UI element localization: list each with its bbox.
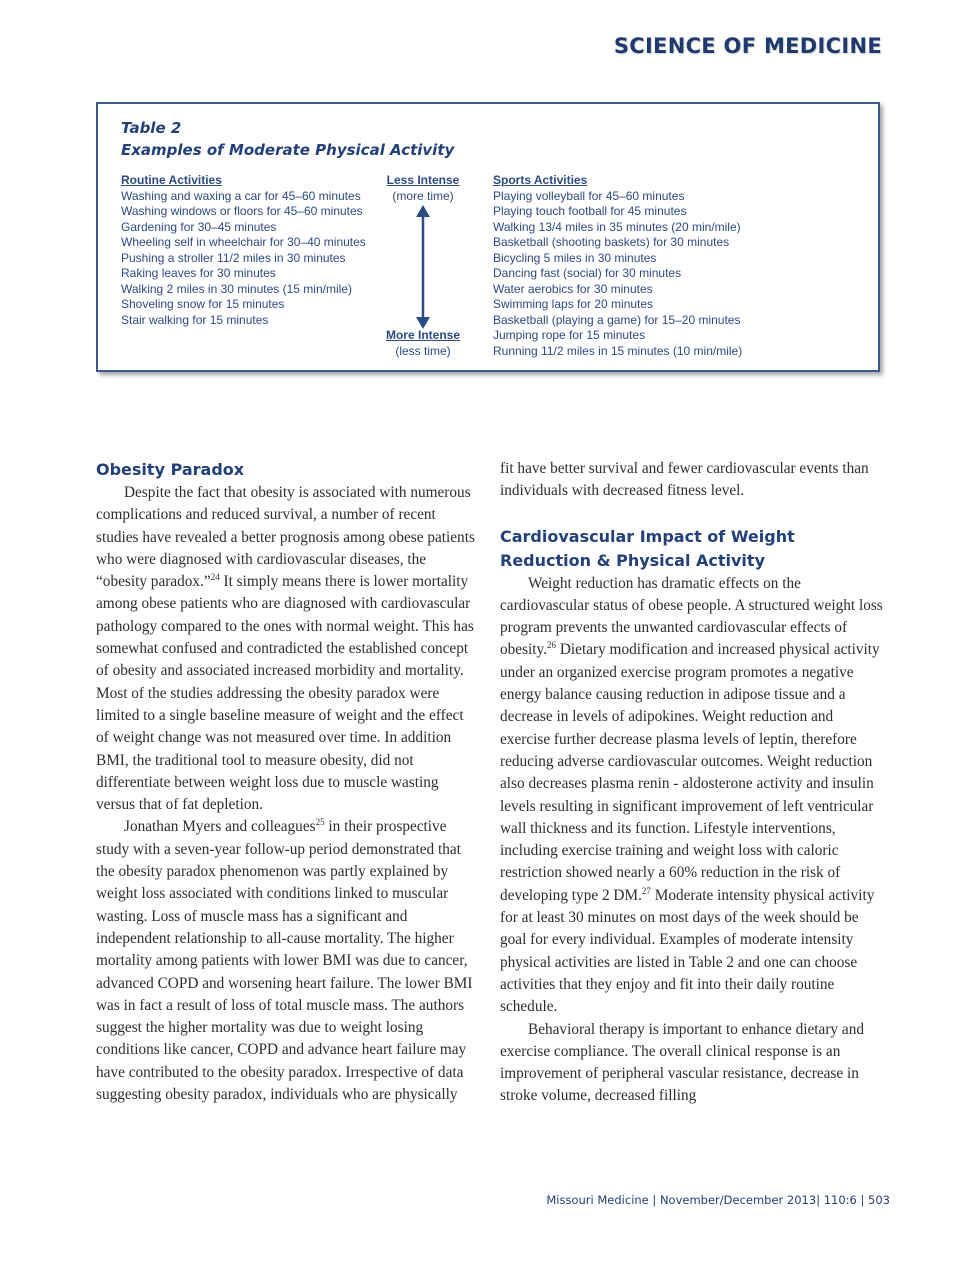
sports-item: Basketball (shooting baskets) for 30 minutes <box>493 235 730 249</box>
sports-item: Bicycling 5 miles in 30 minutes <box>493 250 657 265</box>
more-intense-sub: (less time) <box>395 343 451 358</box>
sports-item: Playing volleyball for 45–60 minutes <box>493 188 685 203</box>
less-intense-text: Less Intense <box>386 173 460 187</box>
table-2-box <box>96 102 880 372</box>
sports-item: Running 11/2 miles in 15 minutes (10 min/mile) <box>493 343 743 358</box>
sports-activities-column <box>493 173 793 359</box>
sports-item: Swimming laps for 20 minutes <box>493 297 654 311</box>
citation-26: 26 <box>547 640 557 651</box>
more-intense-label <box>383 328 463 359</box>
routine-item: Raking leaves for 30 minutes <box>121 266 276 280</box>
routine-item: Washing windows or floors for 45–60 minutes <box>121 204 363 218</box>
page-footer: Missouri Medicine | November/December 2013| 110:6 | 503 <box>546 1193 890 1207</box>
paragraph-continued: fit have better survival and fewer cardiovascular events than individuals with decreased fitness level. <box>500 460 869 500</box>
citation-24: 24 <box>210 572 220 583</box>
routine-activities-column <box>121 173 386 328</box>
less-intense-sub: (more time) <box>392 188 454 203</box>
paragraph: Weight reduction has dramatic effects on the cardiovascular status of obese people. A structured weight loss program prevents the unwanted cardiovascular effects of obesity.$^{26}$ Dietary modification and increased physical activity under an organized exercise program promotes a negative energy balance causing reduction in adipose tissue and a decrease in levels of adipokines. Weight reduction and exercise further decrease plasma levels of leptin, therefore reducing adverse cardiovascular outcomes. Weight reduction also decreases plasma renin - aldosterone activity and insulin levels resulting in significant improvement of left ventricular wall thickness and its function. Lifestyle interventions, including exercise training and weight loss with caloric restriction showed nearly a 60% reduction in the risk of developing type 2 DM.$^{27}$ Moderate intensity physical activity for at least 30 minutes on most days of the week should be goal for every individual. Examples of moderate intensity physical activities are listed in Table 2 and one can choose activities that they enjoy and fit into their daily routine schedule. <box>500 574 883 1016</box>
sports-item: Jumping rope for 15 minutes <box>493 328 646 342</box>
sports-item: Playing touch football for 45 minutes <box>493 204 687 218</box>
table-title: Examples of Moderate Physical Activity <box>121 141 455 159</box>
routine-item: Stair walking for 15 minutes <box>121 312 269 327</box>
sports-item: Water aerobics for 30 minutes <box>493 281 653 296</box>
obesity-paradox-heading: Obesity Paradox <box>96 460 245 479</box>
citation-27: 27 <box>641 885 651 896</box>
paragraph: Despite the fact that obesity is associated with numerous complications and reduced survival, a number of recent studies have revealed a better prognosis among obese patients who were diagnosed with cardiovascular diseases, the “obesity paradox.”$^{24}$ It simply means there is lower mortality among obese patients who are diagnosed with cardiovascular pathology compared to the ones with normal weight. This has somewhat confused and contradicted the established concept of obesity and associated increased morbidity and mortality. Most of the studies addressing the obesity paradox were limited to a single baseline measure of weight and the effect of weight change was not measured over time. In addition BMI, the traditional tool to measure obesity, did not differentiate between weight loss due to muscle wasting versus that of fat depletion. <box>96 484 475 814</box>
sports-item: Walking 13/4 miles in 35 minutes (20 min/mile) <box>493 219 741 234</box>
left-text-column <box>96 458 480 1106</box>
table-caption <box>121 117 454 161</box>
double-arrow-icon <box>412 205 434 329</box>
section-header: SCIENCE OF MEDICINE <box>613 34 882 58</box>
routine-item: Pushing a stroller 11/2 miles in 30 minutes <box>121 250 346 265</box>
sports-item: Basketball (playing a game) for 15–20 minutes <box>493 312 741 327</box>
citation-25: 25 <box>315 817 325 828</box>
sports-activities-heading: Sports Activities <box>493 173 588 187</box>
sports-item: Dancing fast (social) for 30 minutes <box>493 266 682 280</box>
routine-item: Walking 2 miles in 30 minutes (15 min/mile) <box>121 281 352 296</box>
less-intense-label <box>383 173 463 204</box>
cardiovascular-impact-heading: Cardiovascular Impact of Weight Reduction & Physical Activity <box>500 526 795 570</box>
more-intense-text: More Intense <box>385 328 460 342</box>
routine-item: Shoveling snow for 15 minutes <box>121 297 285 311</box>
routine-item: Washing and waxing a car for 45–60 minutes <box>121 188 361 203</box>
right-text-column <box>500 458 884 1108</box>
routine-item: Wheeling self in wheelchair for 30–40 minutes <box>121 235 366 249</box>
paragraph: Jonathan Myers and colleagues$^{25}$ in their prospective study with a seven-year follow-up period demonstrated that the obesity paradox phenomenon was partly explained by weight loss associated with conditions linked to muscular wasting. Loss of muscle mass has a significant and independent relationship to all-cause mortality. The higher mortality among patients with lower BMI was due to cancer, advanced COPD and worsening heart failure. The lower BMI was in fact a result of loss of total muscle mass. The authors suggest the higher mortality was due to weight losing conditions like cancer, COPD and advance heart failure may have contributed to the obesity paradox. Irrespective of data suggesting obesity paradox, individuals who are physically <box>96 817 473 1104</box>
routine-activities-heading: Routine Activities <box>121 173 222 187</box>
routine-item: Gardening for 30–45 minutes <box>121 219 277 234</box>
table-label: Table 2 <box>121 119 182 137</box>
paragraph: Behavioral therapy is important to enhance dietary and exercise compliance. The overall clinical response is an improvement of peripheral vascular resistance, decrease in stroke volume, decreased filling <box>500 1020 864 1105</box>
